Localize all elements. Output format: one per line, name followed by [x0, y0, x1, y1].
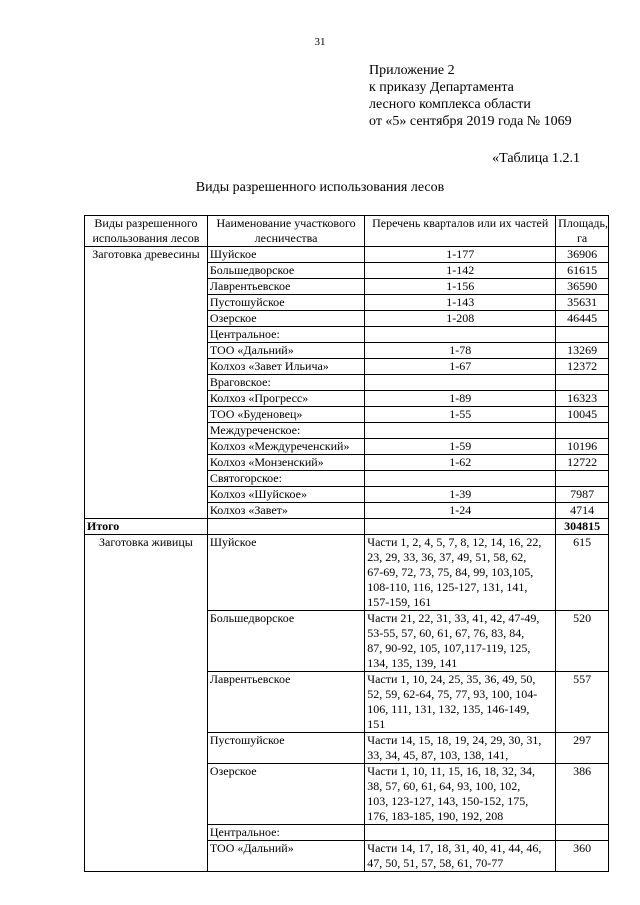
- blocks-line: 108-110, 116, 125-127, 131, 141,: [367, 580, 528, 594]
- area-cell: [556, 375, 609, 391]
- forestry-name: Колхоз «Междуреченский»: [207, 439, 364, 455]
- forestry-name: Колхоз «Завет Ильича»: [207, 359, 364, 375]
- area-cell: 61615: [556, 263, 609, 279]
- blocks-line: Части 1, 10, 24, 25, 35, 36, 49, 50,: [367, 672, 536, 686]
- blocks-cell: 1-24: [365, 503, 556, 519]
- blocks-line: Части 21, 22, 31, 33, 41, 42, 47-49,: [367, 611, 540, 625]
- blocks-cell: [365, 611, 556, 672]
- forestry-name: Лаврентьевское: [207, 279, 364, 295]
- blocks-cell: [365, 733, 556, 764]
- table-label: «Таблица 1.2.1: [492, 151, 580, 166]
- blocks-cell: 1-89: [365, 391, 556, 407]
- table-row: [85, 247, 609, 263]
- forestry-name: Колхоз «Монзенский»: [207, 455, 364, 471]
- forestry-name: Центральное:: [207, 825, 364, 841]
- total-value: 304815: [556, 519, 609, 535]
- area-cell: 12372: [556, 359, 609, 375]
- blocks-line: 67-69, 72, 73, 75, 84, 99, 103,105,: [367, 565, 534, 579]
- forestry-name: Святогорское:: [207, 471, 364, 487]
- blocks-line: Части 1, 10, 11, 15, 16, 18, 32, 34,: [367, 764, 535, 778]
- area-cell: 13269: [556, 343, 609, 359]
- forestry-name: Пустошуйское: [207, 733, 364, 764]
- blocks-cell: [365, 327, 556, 343]
- blocks-cell: [365, 471, 556, 487]
- blocks-line: 176, 183-185, 190, 192, 208: [367, 809, 504, 823]
- blocks-line: 103, 123-127, 143, 150-152, 175,: [367, 794, 529, 808]
- forestry-name: Колхоз «Шуйское»: [207, 487, 364, 503]
- blocks-line: 33, 34, 45, 87, 103, 138, 141,: [367, 748, 509, 762]
- forestry-name: Колхоз «Прогресс»: [207, 391, 364, 407]
- area-cell: 557: [556, 672, 609, 733]
- use-type-resin: Заготовка живицы: [85, 535, 208, 872]
- appendix-line-3: лесного комплекса области: [369, 97, 531, 112]
- area-cell: 10196: [556, 439, 609, 455]
- table-header-row: [85, 216, 609, 247]
- blocks-line: 23, 29, 33, 36, 37, 49, 51, 58, 62,: [367, 550, 527, 564]
- blocks-cell: 1-142: [365, 263, 556, 279]
- area-cell: 360: [556, 841, 609, 872]
- blocks-line: 157-159, 161: [367, 595, 432, 609]
- area-cell: 615: [556, 535, 609, 611]
- blocks-cell: [365, 764, 556, 825]
- blocks-line: 134, 135, 139, 141: [367, 656, 458, 670]
- table-row: [85, 535, 609, 611]
- forestry-name: ТОО «Дальний»: [207, 841, 364, 872]
- blocks-line: 38, 57, 60, 61, 64, 93, 100, 102,: [367, 779, 521, 793]
- forest-use-table: [84, 215, 609, 872]
- blocks-line: 151: [367, 717, 386, 731]
- forestry-name: ТОО «Дальний»: [207, 343, 364, 359]
- blocks-line: Части 1, 2, 4, 5, 7, 8, 12, 14, 16, 22,: [367, 535, 542, 549]
- area-cell: 386: [556, 764, 609, 825]
- area-cell: 520: [556, 611, 609, 672]
- forestry-name: Шуйское: [207, 247, 364, 263]
- appendix-header: [369, 62, 572, 130]
- page-title: Виды разрешенного использования лесов: [195, 180, 445, 195]
- blocks-cell: 1-55: [365, 407, 556, 423]
- forestry-name: Озерское: [207, 311, 364, 327]
- total-row: [85, 519, 609, 535]
- area-cell: [556, 327, 609, 343]
- forestry-name: Пустошуйское: [207, 295, 364, 311]
- area-cell: 10045: [556, 407, 609, 423]
- use-type-wood: Заготовка древесины: [85, 247, 208, 519]
- header-use-type: Виды разрешенного использования лесов: [85, 216, 208, 247]
- blocks-cell: 1-59: [365, 439, 556, 455]
- blocks-cell: 1-177: [365, 247, 556, 263]
- blocks-line: Части 14, 17, 18, 31, 40, 41, 44, 46,: [367, 841, 542, 855]
- forestry-name: Центральное:: [207, 327, 364, 343]
- forestry-name: Шуйское: [207, 535, 364, 611]
- forestry-name: ТОО «Буденовец»: [207, 407, 364, 423]
- blocks-line: 52, 59, 62-64, 75, 77, 93, 100, 104-: [367, 687, 538, 701]
- forestry-name: Междуреченское:: [207, 423, 364, 439]
- area-cell: [556, 423, 609, 439]
- appendix-line-4: от «5» сентября 2019 года № 1069: [369, 114, 572, 129]
- area-cell: [556, 471, 609, 487]
- area-cell: [556, 825, 609, 841]
- forestry-name: Колхоз «Завет»: [207, 503, 364, 519]
- forestry-name: Большедворское: [207, 611, 364, 672]
- blocks-cell: 1-143: [365, 295, 556, 311]
- blocks-cell: 1-208: [365, 311, 556, 327]
- area-cell: 46445: [556, 311, 609, 327]
- area-cell: 4714: [556, 503, 609, 519]
- blocks-cell: 1-67: [365, 359, 556, 375]
- blocks-line: 53-55, 57, 60, 61, 67, 76, 83, 84,: [367, 626, 525, 640]
- blocks-cell: 1-62: [365, 455, 556, 471]
- blocks-line: 47, 50, 51, 57, 58, 61, 70-77: [367, 856, 504, 870]
- area-cell: 7987: [556, 487, 609, 503]
- blocks-cell: [365, 841, 556, 872]
- forestry-name: Враговское:: [207, 375, 364, 391]
- blocks-line: 106, 111, 131, 132, 135, 146-149,: [367, 702, 530, 716]
- blocks-cell: [365, 375, 556, 391]
- blocks-line: Части 14, 15, 18, 19, 24, 29, 30, 31,: [367, 733, 542, 747]
- blocks-cell: 1-156: [365, 279, 556, 295]
- page-number: 31: [314, 36, 326, 48]
- table-body: [85, 247, 609, 872]
- blocks-cell: [365, 825, 556, 841]
- blocks-cell: 1-78: [365, 343, 556, 359]
- blocks-line: 87, 90-92, 105, 107,117-119, 125,: [367, 641, 531, 655]
- blocks-cell: [365, 423, 556, 439]
- header-area: Площадь, га: [556, 216, 609, 247]
- forestry-name: Большедворское: [207, 263, 364, 279]
- area-cell: 16323: [556, 391, 609, 407]
- blocks-cell: [365, 535, 556, 611]
- blocks-cell: [365, 672, 556, 733]
- area-cell: 36906: [556, 247, 609, 263]
- forestry-name: Лаврентьевское: [207, 672, 364, 733]
- appendix-line-1: Приложение 2: [369, 63, 455, 78]
- area-cell: 36590: [556, 279, 609, 295]
- header-forestry-name: Наименование участкового лесничества: [207, 216, 364, 247]
- area-cell: 35631: [556, 295, 609, 311]
- total-label: Итого: [85, 519, 208, 535]
- blocks-cell: 1-39: [365, 487, 556, 503]
- area-cell: 12722: [556, 455, 609, 471]
- appendix-line-2: к приказу Департамента: [369, 80, 514, 95]
- forestry-name: Озерское: [207, 764, 364, 825]
- header-blocks: Перечень кварталов или их частей: [365, 216, 556, 247]
- area-cell: 297: [556, 733, 609, 764]
